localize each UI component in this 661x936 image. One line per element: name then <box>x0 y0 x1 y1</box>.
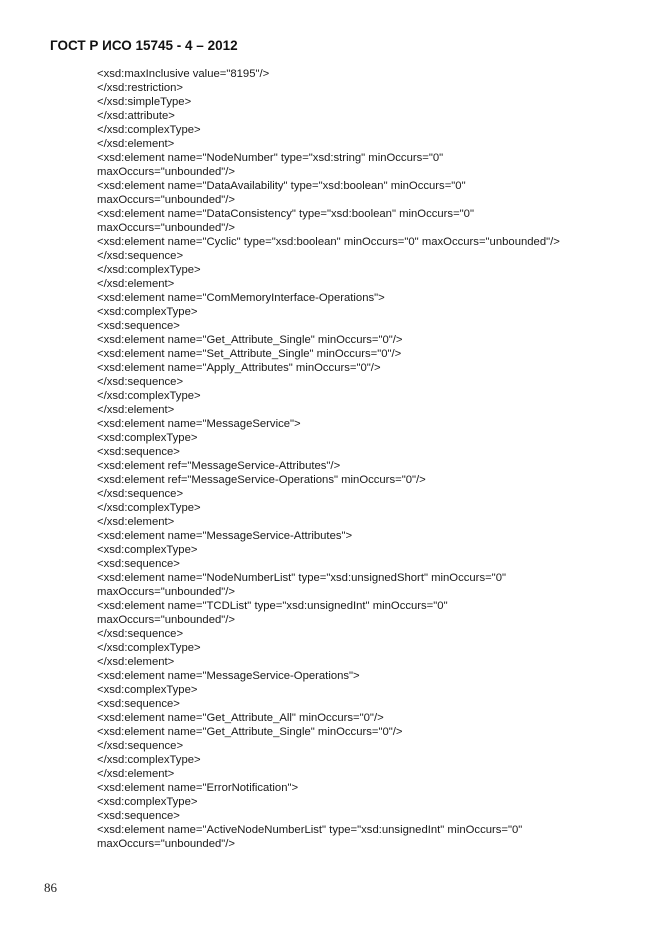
code-line: <xsd:sequence> <box>97 446 180 458</box>
code-line: <xsd:complexType> <box>97 796 198 808</box>
code-line: <xsd:sequence> <box>97 558 180 570</box>
code-line: <xsd:element name="Get_Attribute_Single" minOccurs="0"/> <box>97 726 403 738</box>
code-line: <xsd:element ref="MessageService-Attributes"/> <box>97 460 341 472</box>
code-line: </xsd:complexType> <box>97 502 201 514</box>
code-line: <xsd:element name="NodeNumberList" type="xsd:unsignedShort" minOccurs="0" <box>97 572 506 584</box>
code-line: </xsd:sequence> <box>97 250 184 262</box>
code-line: <xsd:element name="TCDList" type="xsd:unsignedInt" minOccurs="0" <box>97 600 448 612</box>
code-line: <xsd:element name="Get_Attribute_Single" minOccurs="0"/> <box>97 334 403 346</box>
code-line: </xsd:complexType> <box>97 264 201 276</box>
code-line: <xsd:element name="NodeNumber" type="xsd:string" minOccurs="0" <box>97 152 444 164</box>
code-line: <xsd:element name="Cyclic" type="xsd:boolean" minOccurs="0" maxOccurs="unbounded"/> <box>97 236 560 248</box>
code-line: </xsd:complexType> <box>97 642 201 654</box>
code-line: <xsd:element name="Set_Attribute_Single" minOccurs="0"/> <box>97 348 402 360</box>
code-line: <xsd:element name="Get_Attribute_All" minOccurs="0"/> <box>97 712 384 724</box>
code-line: </xsd:attribute> <box>97 110 175 122</box>
code-line: </xsd:sequence> <box>97 488 184 500</box>
code-line: <xsd:complexType> <box>97 684 198 696</box>
code-line: </xsd:element> <box>97 656 175 668</box>
code-line: <xsd:element name="ActiveNodeNumberList" type="xsd:unsignedInt" minOccurs="0" <box>97 824 523 836</box>
code-line: </xsd:element> <box>97 404 175 416</box>
code-line: </xsd:element> <box>97 516 175 528</box>
code-line: <xsd:element name="MessageService-Attributes"> <box>97 530 353 542</box>
code-line: <xsd:complexType> <box>97 306 198 318</box>
code-line: </xsd:complexType> <box>97 390 201 402</box>
code-line: <xsd:element name="ErrorNotification"> <box>97 782 299 794</box>
code-line: <xsd:element name="ComMemoryInterface-Operations"> <box>97 292 385 304</box>
code-line: </xsd:element> <box>97 278 175 290</box>
code-line: <xsd:maxInclusive value="8195"/> <box>97 68 270 80</box>
code-line: maxOccurs="unbounded"/> <box>97 614 236 626</box>
code-line: maxOccurs="unbounded"/> <box>97 194 236 206</box>
code-line: maxOccurs="unbounded"/> <box>97 222 236 234</box>
code-line: <xsd:element name="DataConsistency" type="xsd:boolean" minOccurs="0" <box>97 208 474 220</box>
code-line: </xsd:sequence> <box>97 628 184 640</box>
code-line: maxOccurs="unbounded"/> <box>97 586 236 598</box>
code-line: <xsd:complexType> <box>97 544 198 556</box>
code-line: <xsd:element ref="MessageService-Operations" minOccurs="0"/> <box>97 474 426 486</box>
code-line: </xsd:sequence> <box>97 740 184 752</box>
code-line: <xsd:element name="MessageService"> <box>97 418 301 430</box>
code-line: </xsd:complexType> <box>97 754 201 766</box>
code-line: <xsd:complexType> <box>97 432 198 444</box>
code-line: <xsd:sequence> <box>97 698 180 710</box>
code-line: </xsd:element> <box>97 138 175 150</box>
code-line: maxOccurs="unbounded"/> <box>97 838 236 850</box>
code-line: </xsd:element> <box>97 768 175 780</box>
code-line: maxOccurs="unbounded"/> <box>97 166 236 178</box>
code-line: </xsd:complexType> <box>97 124 201 136</box>
code-line: <xsd:element name="DataAvailability" type="xsd:boolean" minOccurs="0" <box>97 180 466 192</box>
code-line: </xsd:simpleType> <box>97 96 192 108</box>
code-line: </xsd:sequence> <box>97 376 184 388</box>
code-line: <xsd:sequence> <box>97 810 180 822</box>
document-header: ГОСТ Р ИСО 15745 - 4 – 2012 <box>50 38 238 53</box>
xsd-code-listing <box>97 67 560 851</box>
code-line: <xsd:element name="MessageService-Operations"> <box>97 670 360 682</box>
page-number: 86 <box>44 880 57 895</box>
code-line: </xsd:restriction> <box>97 82 184 94</box>
code-line: <xsd:element name="Apply_Attributes" minOccurs="0"/> <box>97 362 381 374</box>
code-line: <xsd:sequence> <box>97 320 180 332</box>
